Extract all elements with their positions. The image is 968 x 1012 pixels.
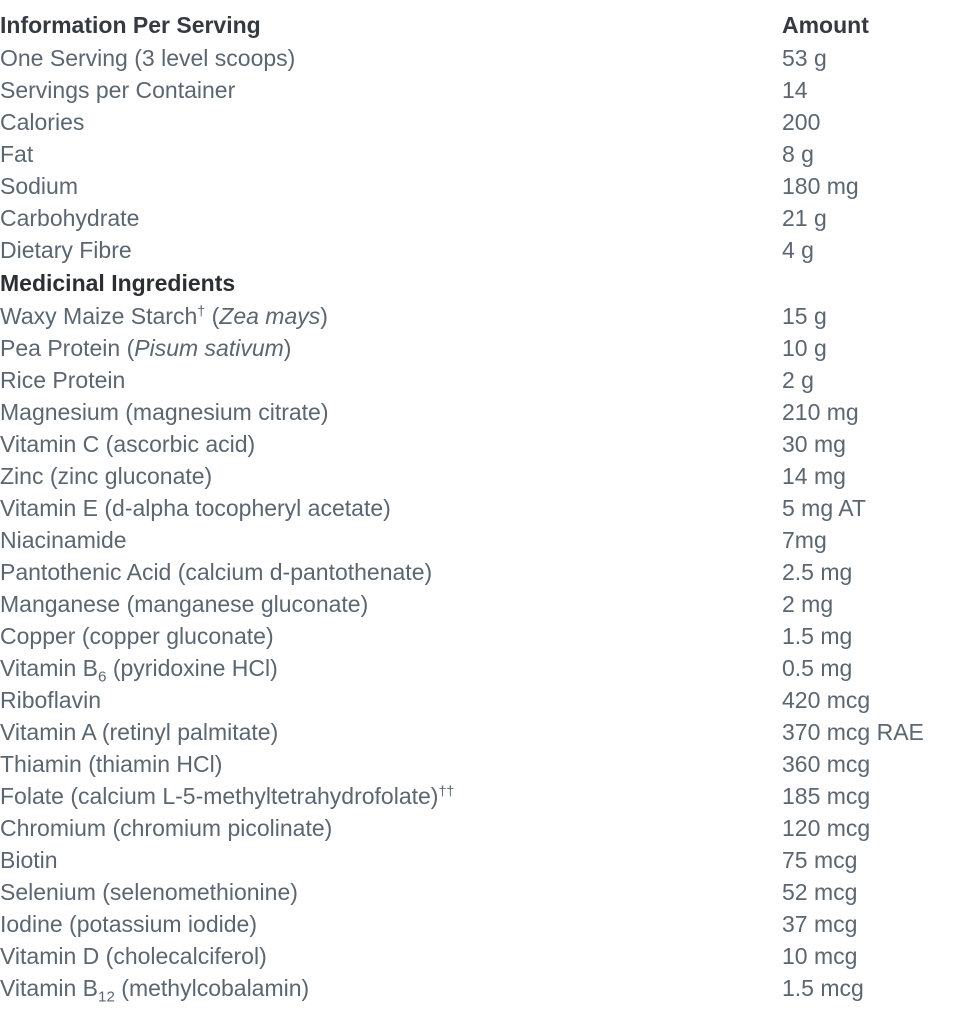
table-row (0, 460, 968, 492)
row-label (0, 332, 782, 364)
row-label: Carbohydrate (0, 205, 140, 231)
row-label: Chromium (chromium picolinate) (0, 815, 333, 841)
table-row (0, 42, 968, 74)
row-label (0, 972, 782, 1004)
table-row (0, 492, 968, 524)
table-header-row (0, 8, 968, 42)
row-amount: 4 g (782, 237, 814, 263)
row-amount: 2 mg (782, 591, 834, 617)
row-label-text: Pea Protein ( (0, 335, 135, 361)
row-amount: 8 g (782, 141, 814, 167)
table-row (0, 202, 968, 234)
nutrition-table (0, 8, 968, 1004)
table-row (0, 684, 968, 716)
row-amount: 37 mcg (782, 911, 858, 937)
table-row (0, 652, 968, 684)
row-amount: 15 g (782, 303, 827, 329)
row-label: Niacinamide (0, 527, 127, 553)
section-heading-row (0, 266, 968, 300)
row-label: Zinc (zinc gluconate) (0, 463, 213, 489)
row-label: Servings per Container (0, 77, 236, 103)
table-row (0, 908, 968, 940)
row-label-latin-name: Pisum sativum (134, 335, 284, 361)
dagger-marker: † (197, 303, 206, 320)
table-row (0, 106, 968, 138)
table-row (0, 748, 968, 780)
table-row (0, 74, 968, 106)
table-row (0, 138, 968, 170)
row-label: Sodium (0, 173, 78, 199)
row-amount: 0.5 mg (782, 655, 853, 681)
row-label: Copper (copper gluconate) (0, 623, 274, 649)
row-label-text: Folate (calcium L-5-methyltetrahydrofolate) (0, 783, 439, 809)
row-label: Vitamin A (retinyl palmitate) (0, 719, 279, 745)
table-row (0, 300, 968, 332)
row-amount: 185 mcg (782, 783, 871, 809)
table-row (0, 234, 968, 266)
row-amount: 1.5 mg (782, 623, 853, 649)
table-row (0, 332, 968, 364)
row-label: Pantothenic Acid (calcium d-pantothenate) (0, 559, 433, 585)
row-amount: 180 mg (782, 173, 859, 199)
table-row (0, 716, 968, 748)
table-row (0, 428, 968, 460)
row-amount: 75 mcg (782, 847, 858, 873)
row-label-paren-close: ) (283, 335, 292, 361)
subscript-6: 6 (98, 668, 107, 686)
row-label: Dietary Fibre (0, 237, 132, 263)
row-label: Manganese (manganese gluconate) (0, 591, 369, 617)
table-row (0, 780, 968, 812)
row-amount: 2.5 mg (782, 559, 853, 585)
table-row (0, 524, 968, 556)
row-amount: 21 g (782, 205, 827, 231)
table-row (0, 812, 968, 844)
row-label-text: Vitamin B (0, 655, 99, 681)
row-label: Calories (0, 109, 85, 135)
row-amount: 200 (782, 109, 821, 135)
row-amount: 370 mcg RAE (782, 719, 924, 745)
row-label: Thiamin (thiamin HCl) (0, 751, 223, 777)
row-label-suffix: (pyridoxine HCl) (106, 655, 278, 681)
table-row (0, 844, 968, 876)
table-row (0, 620, 968, 652)
section-heading-amount-blank (782, 266, 968, 300)
row-amount: 210 mg (782, 399, 859, 425)
row-amount: 5 mg AT (782, 495, 866, 521)
row-label-latin-name: Zea mays (219, 303, 321, 329)
table-row (0, 588, 968, 620)
table-row (0, 876, 968, 908)
subscript-12: 12 (98, 988, 115, 1006)
section-heading-medicinal-ingredients: Medicinal Ingredients (0, 270, 236, 296)
row-label: Vitamin D (cholecalciferol) (0, 943, 267, 969)
table-row (0, 170, 968, 202)
row-label-suffix: (methylcobalamin) (114, 975, 310, 1001)
row-label: One Serving (3 level scoops) (0, 45, 296, 71)
row-amount: 53 g (782, 45, 827, 71)
row-amount: 14 (782, 77, 808, 103)
row-label: Biotin (0, 847, 58, 873)
row-amount: 52 mcg (782, 879, 858, 905)
row-label-paren-close: ) (320, 303, 328, 329)
row-label: Iodine (potassium iodide) (0, 911, 257, 937)
row-amount: 360 mcg (782, 751, 871, 777)
table-row (0, 940, 968, 972)
row-label: Vitamin C (ascorbic acid) (0, 431, 256, 457)
row-label: Selenium (selenomethionine) (0, 879, 298, 905)
table-row (0, 396, 968, 428)
column-header-information-per-serving: Information Per Serving (0, 12, 261, 38)
row-amount: 30 mg (782, 431, 846, 457)
row-amount: 1.5 mcg (782, 975, 864, 1001)
row-label: Rice Protein (0, 367, 126, 393)
row-amount: 7mg (782, 527, 827, 553)
double-dagger-marker: †† (438, 783, 455, 800)
table-row (0, 364, 968, 396)
row-label-text: Waxy Maize Starch (0, 303, 198, 329)
row-label-text: Vitamin B (0, 975, 99, 1001)
row-amount: 420 mcg (782, 687, 871, 713)
row-label: Fat (0, 141, 34, 167)
row-amount: 2 g (782, 367, 814, 393)
row-label (0, 652, 782, 684)
row-label: Riboflavin (0, 687, 101, 713)
row-amount: 120 mcg (782, 815, 871, 841)
table-row (0, 972, 968, 1004)
column-header-amount: Amount (782, 12, 869, 38)
row-label: Magnesium (magnesium citrate) (0, 399, 329, 425)
row-label: Vitamin E (d-alpha tocopheryl acetate) (0, 495, 391, 521)
row-label-paren-open: ( (205, 303, 220, 329)
row-label (0, 300, 782, 332)
row-amount: 10 mcg (782, 943, 858, 969)
table-row (0, 556, 968, 588)
row-amount: 14 mg (782, 463, 846, 489)
row-amount: 10 g (782, 335, 827, 361)
row-label (0, 780, 782, 812)
